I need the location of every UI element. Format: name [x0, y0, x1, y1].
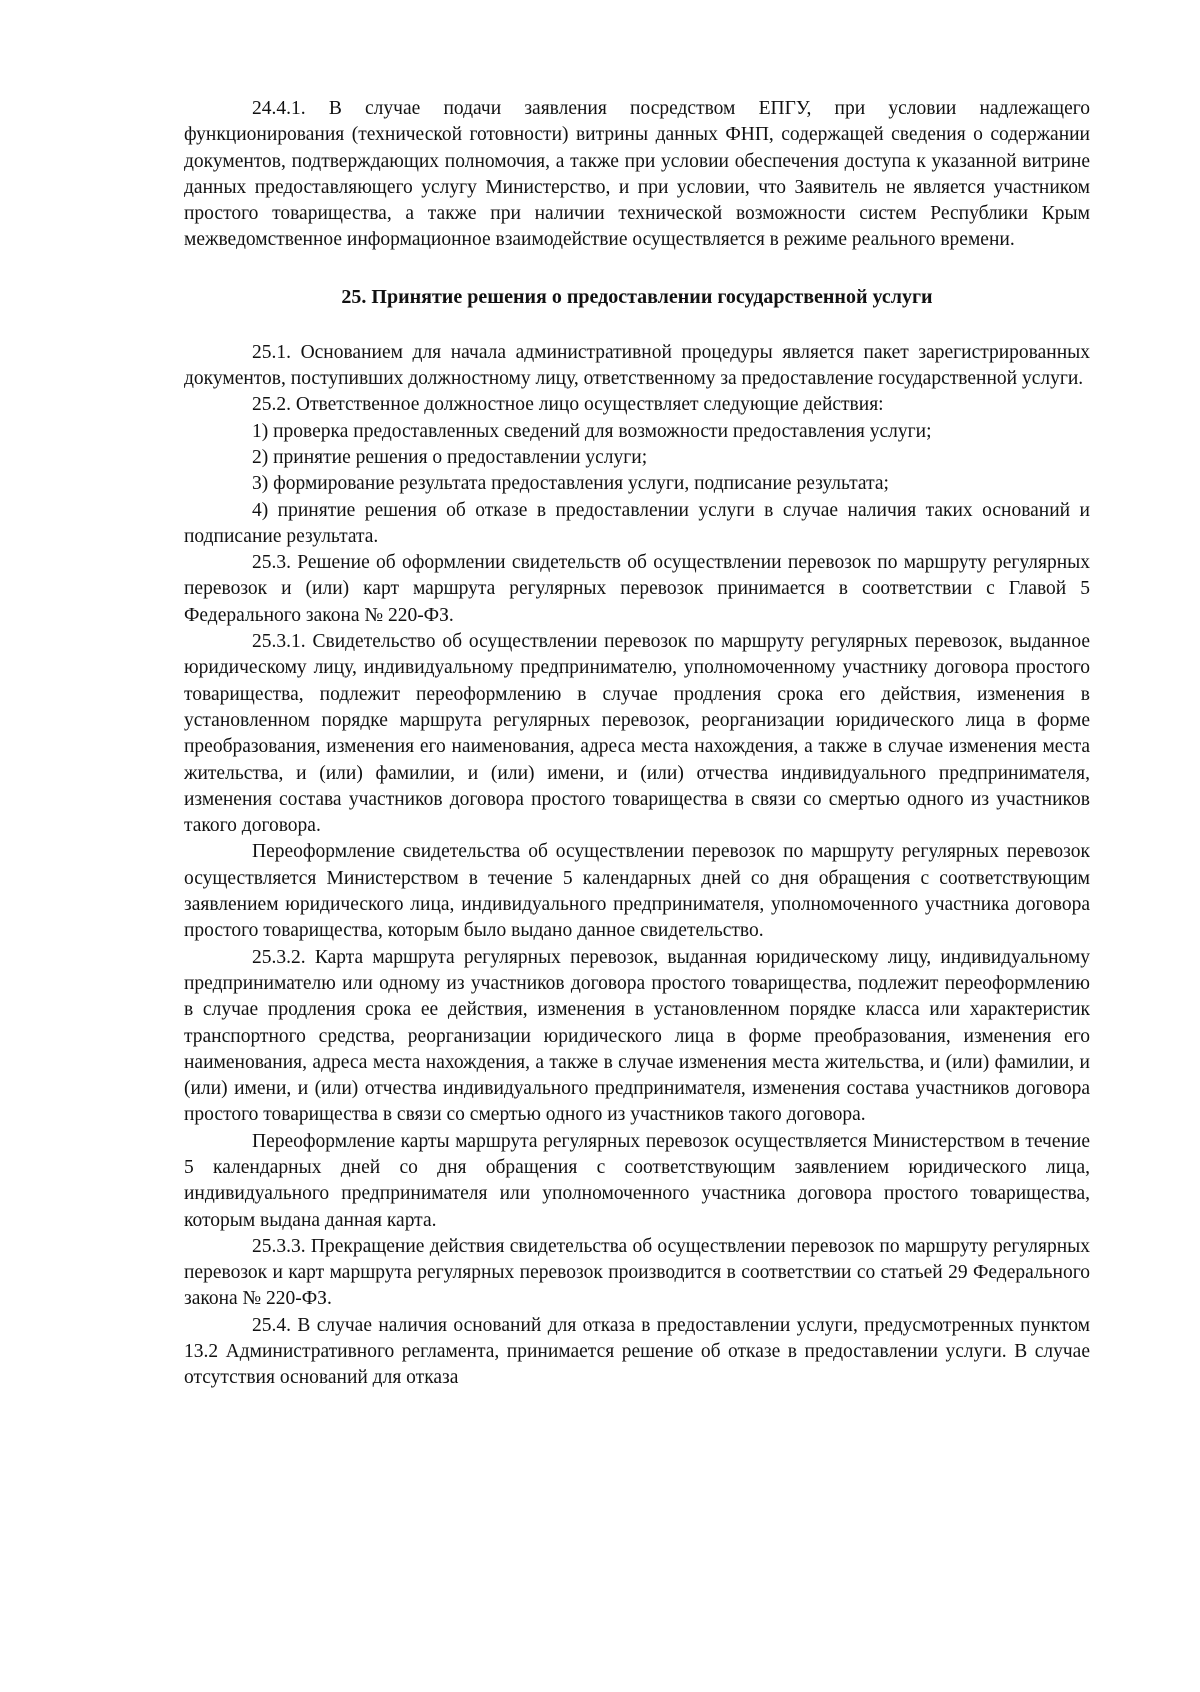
paragraph-25-3-3: 25.3.3. Прекращение действия свидетельства об осуществлении перевозок по маршруту регулярных перевозок и карт маршрута регулярных перевозок производится в соответствии со статьей 29 Федерального закона № 220-ФЗ.	[184, 1235, 1090, 1310]
paragraph-25-1: 25.1. Основанием для начала административной процедуры является пакет зарегистрированных документов, поступивших должностному лицу, ответственному за предоставление государственной услуги.	[184, 341, 1090, 390]
document-page	[184, 96, 1090, 1392]
paragraph-25-3-1: 25.3.1. Свидетельство об осуществлении перевозок по маршруту регулярных перевозок, выданное юридическому лицу, индивидуальному предпринимателю, уполномоченному участнику договора простого товарищества, подлежит переоформлению в случае продления срока его действия, изменения в установленном порядке маршрута регулярных перевозок, реорганизации юридического лица в форме преобразования, изменения его наименования, адреса места нахождения, а также в случае изменения места жительства, и (или) фамилии, и (или) имени, и (или) отчества индивидуального предпринимателя, изменения состава участников договора простого товарищества в связи со смертью одного из участников такого договора.	[184, 631, 1090, 837]
paragraph-25-3-2: 25.3.2. Карта маршрута регулярных перевозок, выданная юридическому лицу, индивидуальному предпринимателю или одному из участников договора простого товарищества, подлежит переоформлению в случае продления срока ее действия, изменения в установленном порядке класса или характеристик транспортного средства, реорганизации юридического лица в форме преобразования, изменения его наименования, адреса места нахождения, а также в случае изменения места жительства, и (или) фамилии, и (или) имени, и (или) отчества индивидуального предпринимателя, изменения состава участников договора простого товарищества в связи со смертью одного из участников такого договора.	[184, 946, 1090, 1126]
list-item-25-2-1: 1) проверка предоставленных сведений для возможности предоставления услуги;	[252, 420, 932, 442]
paragraph-25-3-1-reissue: Переоформление свидетельства об осуществлении перевозок по маршруту регулярных перевозок осуществляется Министерством в течение 5 календарных дней со дня обращения с соответствующим заявлением юридического лица, индивидуального предпринимателя, уполномоченного участника договора простого товарищества, которым было выдано данное свидетельство.	[184, 841, 1090, 942]
paragraph-24-4-1: 24.4.1. В случае подачи заявления посредством ЕПГУ, при условии надлежащего функционирования (технической готовности) витрины данных ФНП, содержащей сведения о содержании документов, подтверждающих полномочия, а также при условии обеспечения доступа к указанной витрине данных предоставляющего услугу Министерство, и при условии, что Заявитель не является участником простого товарищества, а также при наличии технической возможности систем Республики Крым межведомственное информационное взаимодействие осуществляется в режиме реального времени.	[184, 98, 1090, 251]
section-heading-25: 25. Принятие решения о предоставлении государственной услуги	[341, 285, 933, 308]
paragraph-25-3-2-reissue: Переоформление карты маршрута регулярных перевозок осуществляется Министерством в течение 5 календарных дней со дня обращения с соответствующим заявлением юридического лица, индивидуального предпринимателя или уполномоченного участника договора простого товарищества, которым выдана данная карта.	[184, 1130, 1090, 1231]
list-item-25-2-4: 4) принятие решения об отказе в предоставлении услуги в случае наличия таких оснований и подписание результата.	[184, 499, 1090, 547]
paragraph-25-3: 25.3. Решение об оформлении свидетельств об осуществлении перевозок по маршруту регулярных перевозок и (или) карт маршрута регулярных перевозок принимается в соответствии с Главой 5 Федерального закона № 220-ФЗ.	[184, 552, 1090, 626]
list-item-25-2-3: 3) формирование результата предоставления услуги, подписание результата;	[252, 473, 889, 495]
paragraph-25-2: 25.2. Ответственное должностное лицо осуществляет следующие действия:	[252, 394, 884, 416]
paragraph-25-4: 25.4. В случае наличия оснований для отказа в предоставлении услуги, предусмотренных пунктом 13.2 Административного регламента, принимается решение об отказе в предоставлении услуги. В случае отсутствия оснований для отказа	[184, 1314, 1090, 1389]
list-item-25-2-2: 2) принятие решения о предоставлении услуги;	[252, 446, 648, 468]
